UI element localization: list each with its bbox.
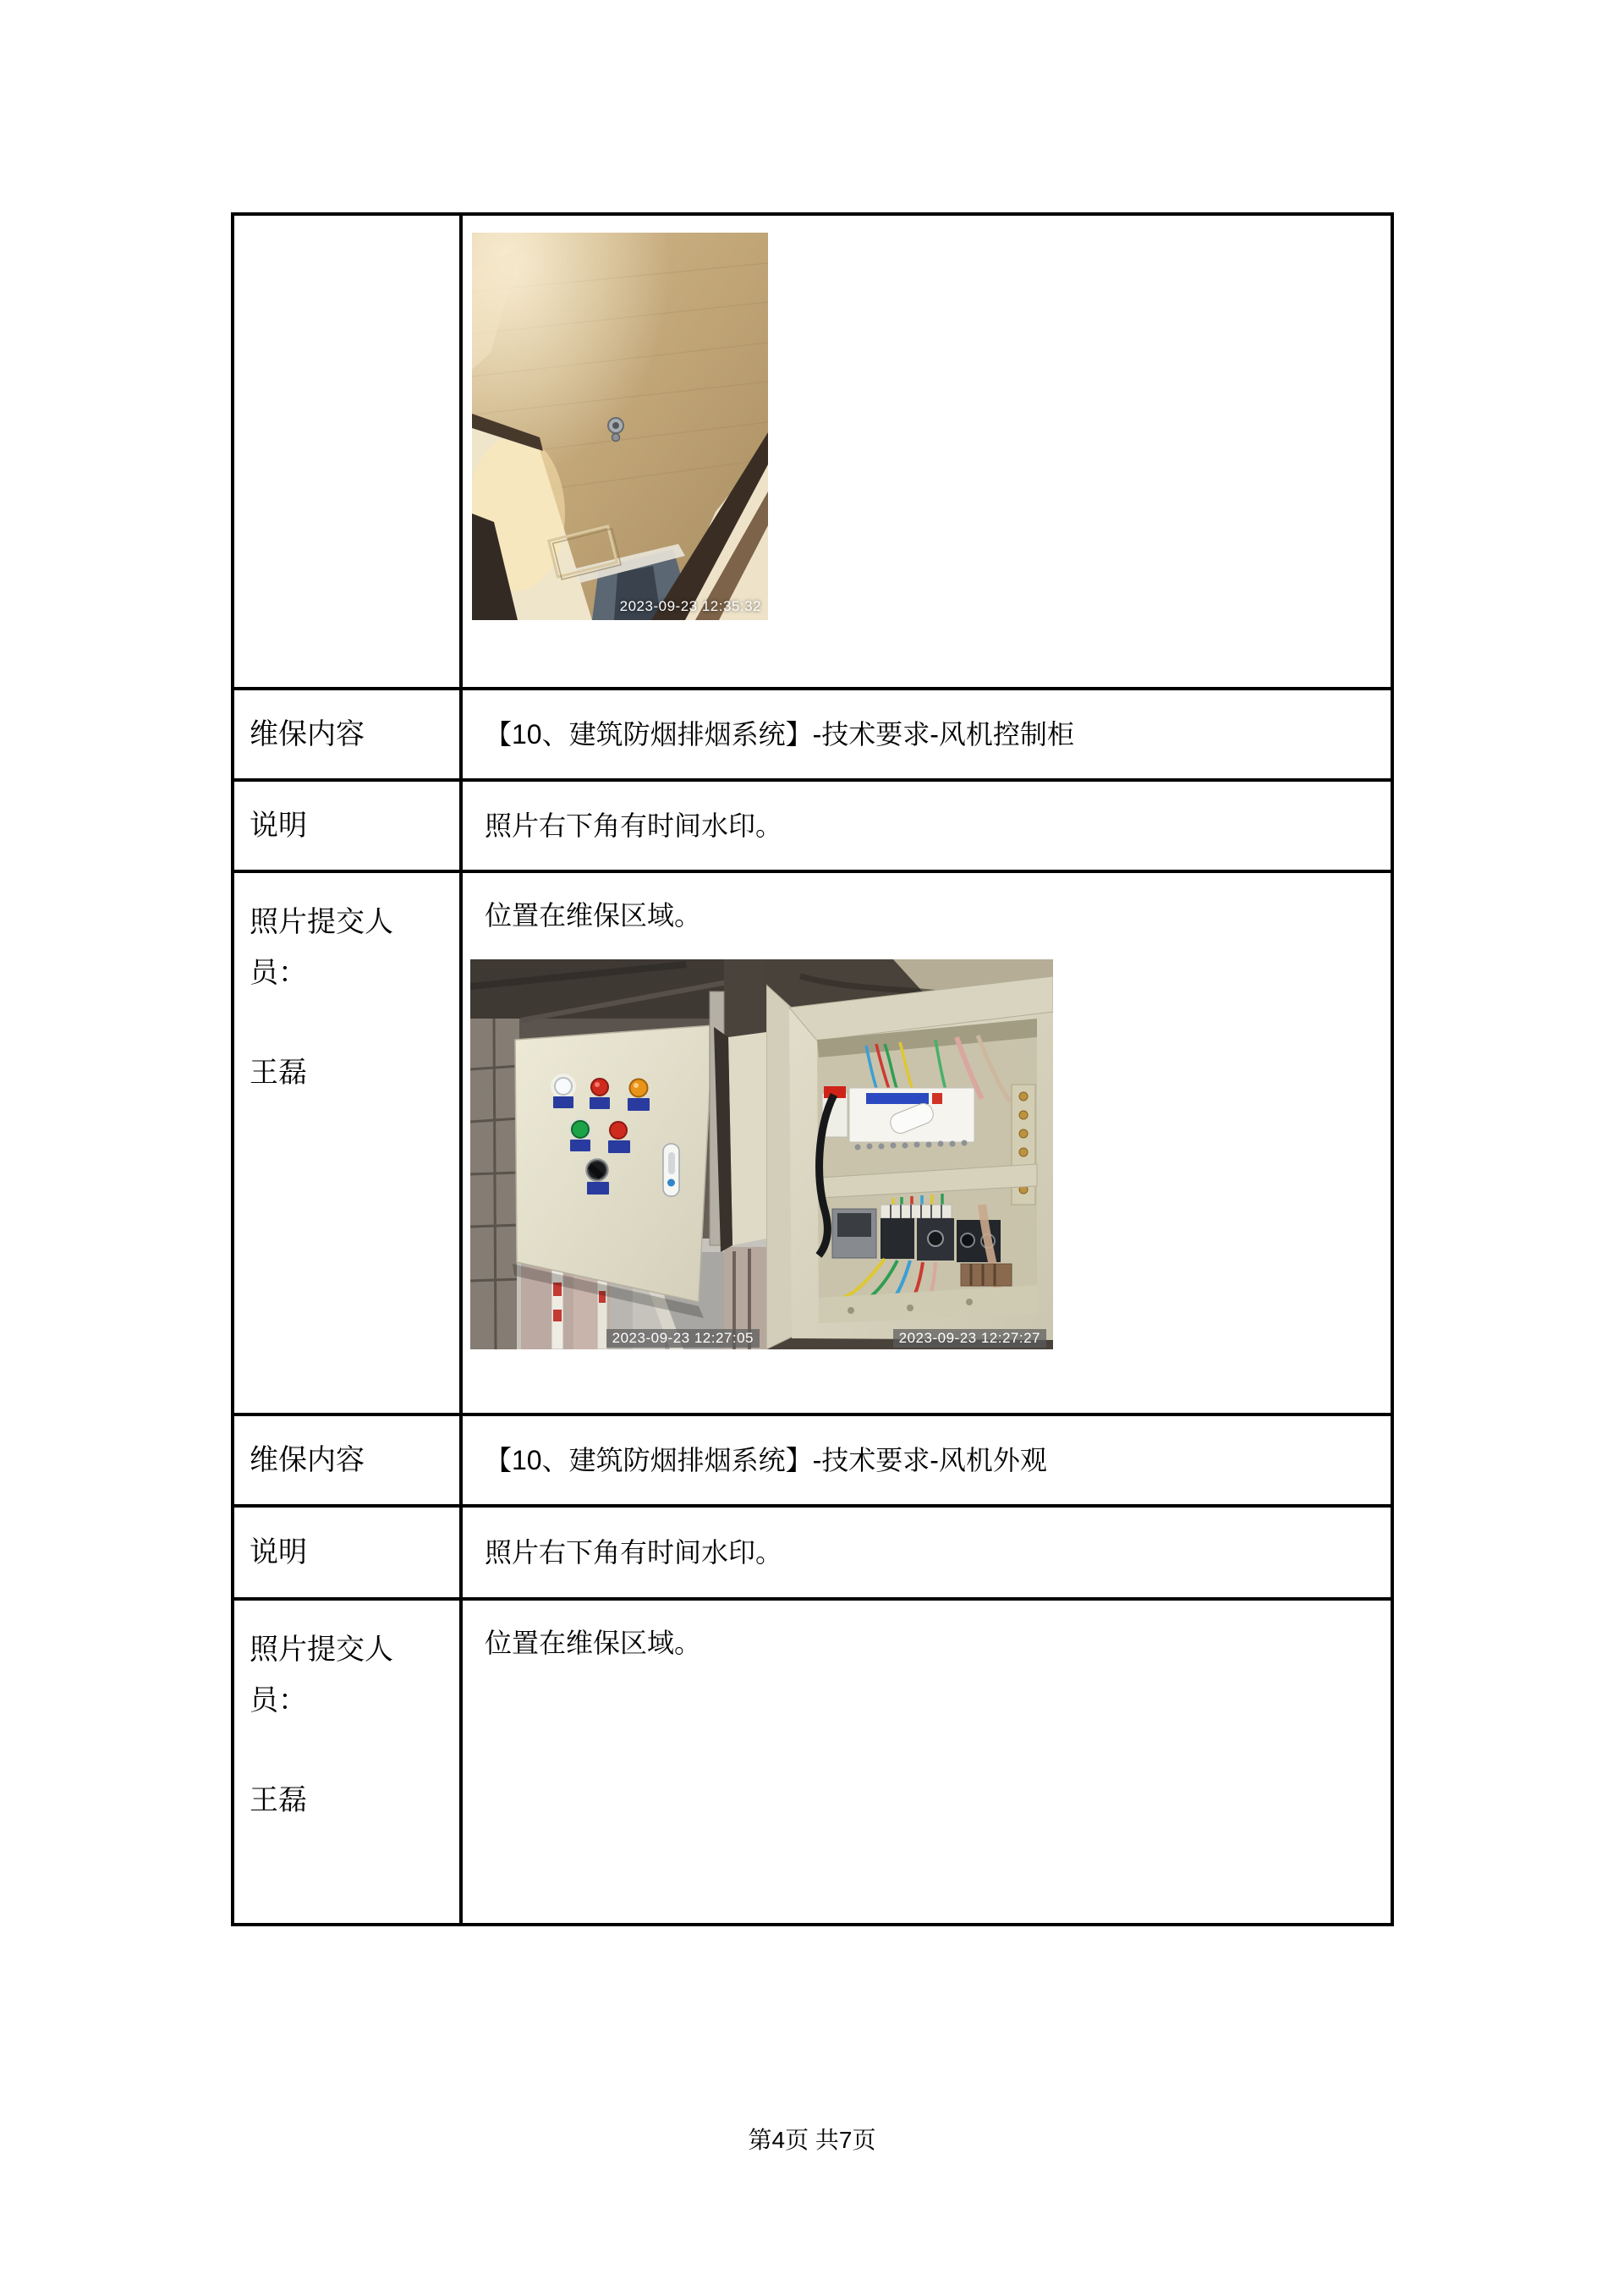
label-plate [570,1140,590,1151]
indicator-light-white [555,1078,572,1095]
photo-timestamp: 2023-09-23 12:27:27 [893,1329,1046,1348]
photo-timestamp: 2023-09-23 12:27:05 [606,1329,760,1348]
photo-timestamp: 2023-09-23 12:35:32 [619,598,761,614]
maintenance-content-text-2: 【10、建筑防烟排烟系统】-技术要求-风机外观 [485,1445,1047,1475]
door-handle [663,1144,679,1196]
submitter-name: 王磊 [250,1057,307,1089]
cabinet-door-graphic [470,959,766,1349]
row-label: 维保内容 [234,1416,463,1504]
submitter-cell-2 [234,1601,463,1923]
row-label: 说明 [234,1508,463,1597]
ceiling-photo-cell [463,216,1391,687]
note-cell [463,782,1391,870]
table-row-note [234,782,1391,873]
table-row-submitter-2 [234,1601,1391,1923]
cabinet-door [515,1025,713,1302]
label-plate [590,1097,610,1109]
ceiling-photo-graphic [472,233,768,620]
table-row-note-2 [234,1508,1391,1601]
note-cell-2 [463,1508,1391,1597]
label-plate [608,1140,630,1153]
submitter-label: 照片提交人员： [250,906,393,989]
page-indicator: 第4页 共7页 [748,2127,876,2153]
location-cell-2 [463,1601,1391,1923]
row-label: 维保内容 [234,690,463,778]
maintenance-content-cell [463,690,1391,778]
table-row-photo-continuation [234,216,1391,690]
cabinet-photos [470,959,1391,1349]
maintenance-content-text: 【10、建筑防烟排烟系统】-技术要求-风机控制柜 [485,719,1074,750]
label-plate [553,1096,573,1108]
indicator-light-orange [630,1079,648,1097]
row-label: 说明 [234,782,463,870]
indicator-light-red [591,1079,608,1096]
location-text-2: 位置在维保区域。 [485,1628,702,1658]
location-text: 位置在维保区域。 [485,900,702,931]
ceiling-sprinkler-photo [472,233,768,620]
submitter-name: 王磊 [250,1784,307,1816]
empty-label-cell [234,216,463,687]
side-panel [728,1032,766,1245]
indicator-light-green [572,1121,589,1138]
submitter-label: 照片提交人员： [250,1634,393,1717]
table-row-submitter [234,873,1391,1416]
indicator-light-red-2 [610,1122,627,1139]
table-row-maintenance-content-2 [234,1416,1391,1508]
cabinet-open-graphic [766,959,1053,1349]
transfer-switch [849,1088,974,1151]
label-plate [628,1098,650,1111]
submitter-cell [234,873,463,1413]
maintenance-report-table [231,212,1394,1926]
terminal-block-bottom [961,1264,1012,1286]
note-text: 照片右下角有时间水印。 [485,810,783,841]
maintenance-content-cell-2 [463,1416,1391,1504]
control-cabinet-open-photo [766,959,1053,1349]
note-text-2: 照片右下角有时间水印。 [485,1537,783,1568]
table-row-maintenance-content [234,690,1391,782]
location-photos-cell [463,873,1391,1413]
control-cabinet-door-photo [470,959,766,1349]
